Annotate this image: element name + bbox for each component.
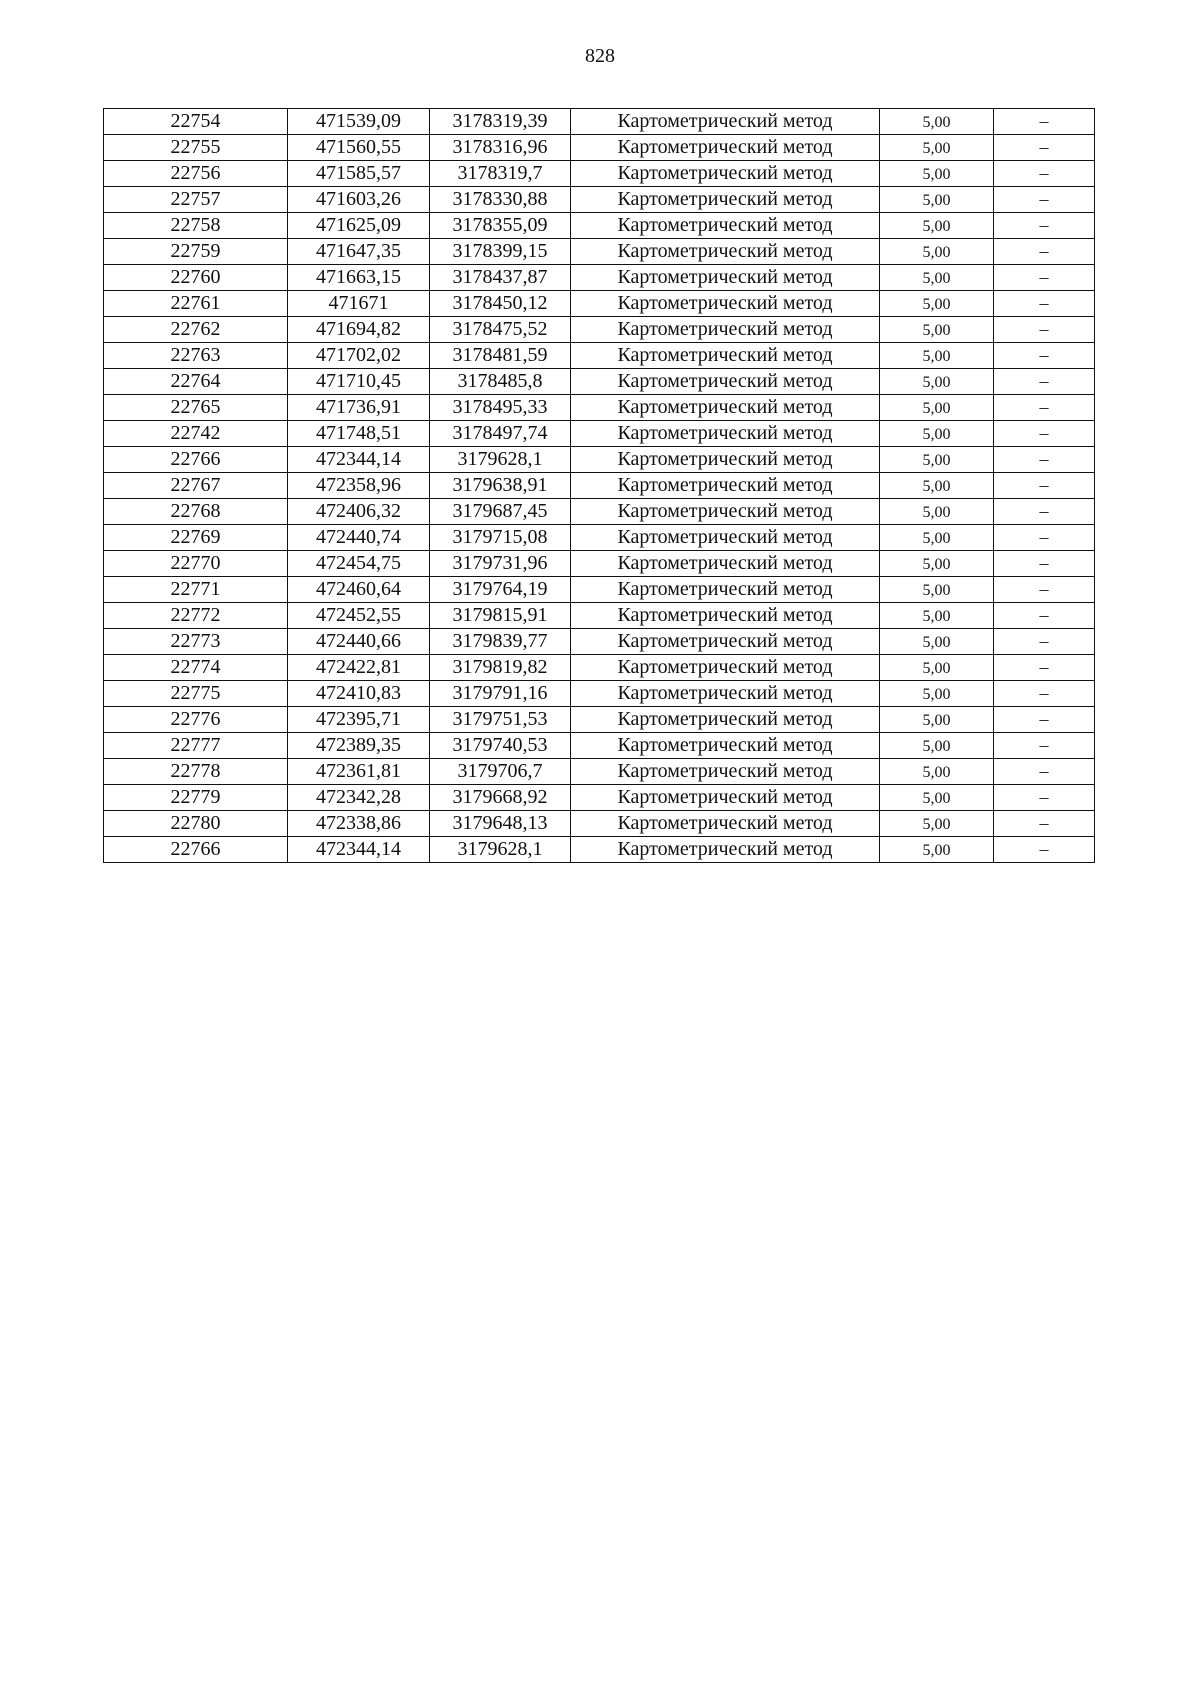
point-number-cell: 22764 — [104, 369, 288, 395]
method-cell: Картометрический метод — [571, 135, 880, 161]
point-number-cell: 22757 — [104, 187, 288, 213]
method-cell: Картометрический метод — [571, 655, 880, 681]
y-coordinate-cell: 3178330,88 — [430, 187, 571, 213]
table-row — [104, 707, 1095, 733]
y-coordinate-cell: 3178319,39 — [430, 109, 571, 135]
point-number-cell: 22778 — [104, 759, 288, 785]
table-row — [104, 135, 1095, 161]
table-row — [104, 109, 1095, 135]
accuracy-cell: 5,00 — [880, 265, 994, 291]
method-cell: Картометрический метод — [571, 577, 880, 603]
x-coordinate-cell: 472422,81 — [288, 655, 430, 681]
y-coordinate-cell: 3179764,19 — [430, 577, 571, 603]
method-cell: Картометрический метод — [571, 681, 880, 707]
y-coordinate-cell: 3179740,53 — [430, 733, 571, 759]
note-cell: – — [994, 499, 1095, 525]
note-cell: – — [994, 161, 1095, 187]
x-coordinate-cell: 472389,35 — [288, 733, 430, 759]
accuracy-cell: 5,00 — [880, 837, 994, 863]
point-number-cell: 22772 — [104, 603, 288, 629]
x-coordinate-cell: 472454,75 — [288, 551, 430, 577]
point-number-cell: 22771 — [104, 577, 288, 603]
accuracy-cell: 5,00 — [880, 187, 994, 213]
accuracy-cell: 5,00 — [880, 291, 994, 317]
note-cell: – — [994, 447, 1095, 473]
point-number-cell: 22770 — [104, 551, 288, 577]
accuracy-cell: 5,00 — [880, 135, 994, 161]
accuracy-cell: 5,00 — [880, 317, 994, 343]
y-coordinate-cell: 3178495,33 — [430, 395, 571, 421]
coordinates-table-body — [104, 109, 1095, 863]
method-cell: Картометрический метод — [571, 525, 880, 551]
method-cell: Картометрический метод — [571, 421, 880, 447]
x-coordinate-cell: 472342,28 — [288, 785, 430, 811]
table-row — [104, 577, 1095, 603]
table-row — [104, 733, 1095, 759]
note-cell: – — [994, 213, 1095, 239]
accuracy-cell: 5,00 — [880, 707, 994, 733]
method-cell: Картометрический метод — [571, 291, 880, 317]
method-cell: Картометрический метод — [571, 473, 880, 499]
x-coordinate-cell: 471539,09 — [288, 109, 430, 135]
point-number-cell: 22768 — [104, 499, 288, 525]
method-cell: Картометрический метод — [571, 109, 880, 135]
y-coordinate-cell: 3178399,15 — [430, 239, 571, 265]
y-coordinate-cell: 3178319,7 — [430, 161, 571, 187]
x-coordinate-cell: 472440,66 — [288, 629, 430, 655]
accuracy-cell: 5,00 — [880, 161, 994, 187]
table-row — [104, 343, 1095, 369]
point-number-cell: 22775 — [104, 681, 288, 707]
note-cell: – — [994, 473, 1095, 499]
y-coordinate-cell: 3179731,96 — [430, 551, 571, 577]
y-coordinate-cell: 3178475,52 — [430, 317, 571, 343]
point-number-cell: 22742 — [104, 421, 288, 447]
point-number-cell: 22765 — [104, 395, 288, 421]
table-row — [104, 213, 1095, 239]
table-row — [104, 837, 1095, 863]
point-number-cell: 22766 — [104, 837, 288, 863]
note-cell: – — [994, 317, 1095, 343]
point-number-cell: 22767 — [104, 473, 288, 499]
accuracy-cell: 5,00 — [880, 213, 994, 239]
method-cell: Картометрический метод — [571, 369, 880, 395]
point-number-cell: 22754 — [104, 109, 288, 135]
point-number-cell: 22773 — [104, 629, 288, 655]
y-coordinate-cell: 3178481,59 — [430, 343, 571, 369]
table-row — [104, 239, 1095, 265]
x-coordinate-cell: 472452,55 — [288, 603, 430, 629]
point-number-cell: 22766 — [104, 447, 288, 473]
y-coordinate-cell: 3179628,1 — [430, 837, 571, 863]
y-coordinate-cell: 3179791,16 — [430, 681, 571, 707]
table-row — [104, 551, 1095, 577]
point-number-cell: 22779 — [104, 785, 288, 811]
accuracy-cell: 5,00 — [880, 551, 994, 577]
note-cell: – — [994, 681, 1095, 707]
note-cell: – — [994, 291, 1095, 317]
y-coordinate-cell: 3179819,82 — [430, 655, 571, 681]
note-cell: – — [994, 655, 1095, 681]
point-number-cell: 22756 — [104, 161, 288, 187]
note-cell: – — [994, 395, 1095, 421]
y-coordinate-cell: 3179648,13 — [430, 811, 571, 837]
note-cell: – — [994, 759, 1095, 785]
note-cell: – — [994, 577, 1095, 603]
y-coordinate-cell: 3179839,77 — [430, 629, 571, 655]
accuracy-cell: 5,00 — [880, 421, 994, 447]
table-row — [104, 187, 1095, 213]
x-coordinate-cell: 471702,02 — [288, 343, 430, 369]
accuracy-cell: 5,00 — [880, 395, 994, 421]
y-coordinate-cell: 3179706,7 — [430, 759, 571, 785]
table-row — [104, 811, 1095, 837]
point-number-cell: 22758 — [104, 213, 288, 239]
x-coordinate-cell: 471625,09 — [288, 213, 430, 239]
table-row — [104, 629, 1095, 655]
note-cell: – — [994, 109, 1095, 135]
x-coordinate-cell: 472410,83 — [288, 681, 430, 707]
x-coordinate-cell: 472338,86 — [288, 811, 430, 837]
table-row — [104, 603, 1095, 629]
note-cell: – — [994, 421, 1095, 447]
point-number-cell: 22763 — [104, 343, 288, 369]
method-cell: Картометрический метод — [571, 707, 880, 733]
y-coordinate-cell: 3179687,45 — [430, 499, 571, 525]
x-coordinate-cell: 471748,51 — [288, 421, 430, 447]
x-coordinate-cell: 472460,64 — [288, 577, 430, 603]
x-coordinate-cell: 471736,91 — [288, 395, 430, 421]
y-coordinate-cell: 3179715,08 — [430, 525, 571, 551]
x-coordinate-cell: 471663,15 — [288, 265, 430, 291]
method-cell: Картометрический метод — [571, 239, 880, 265]
table-row — [104, 681, 1095, 707]
x-coordinate-cell: 472440,74 — [288, 525, 430, 551]
y-coordinate-cell: 3178450,12 — [430, 291, 571, 317]
note-cell: – — [994, 369, 1095, 395]
note-cell: – — [994, 629, 1095, 655]
method-cell: Картометрический метод — [571, 447, 880, 473]
method-cell: Картометрический метод — [571, 629, 880, 655]
method-cell: Картометрический метод — [571, 837, 880, 863]
x-coordinate-cell: 472344,14 — [288, 447, 430, 473]
y-coordinate-cell: 3179815,91 — [430, 603, 571, 629]
y-coordinate-cell: 3179751,53 — [430, 707, 571, 733]
accuracy-cell: 5,00 — [880, 109, 994, 135]
y-coordinate-cell: 3178485,8 — [430, 369, 571, 395]
y-coordinate-cell: 3178355,09 — [430, 213, 571, 239]
method-cell: Картометрический метод — [571, 187, 880, 213]
table-row — [104, 291, 1095, 317]
note-cell: – — [994, 525, 1095, 551]
point-number-cell: 22774 — [104, 655, 288, 681]
note-cell: – — [994, 135, 1095, 161]
table-row — [104, 655, 1095, 681]
accuracy-cell: 5,00 — [880, 733, 994, 759]
point-number-cell: 22761 — [104, 291, 288, 317]
x-coordinate-cell: 471647,35 — [288, 239, 430, 265]
table-row — [104, 525, 1095, 551]
accuracy-cell: 5,00 — [880, 473, 994, 499]
point-number-cell: 22769 — [104, 525, 288, 551]
method-cell: Картометрический метод — [571, 161, 880, 187]
accuracy-cell: 5,00 — [880, 759, 994, 785]
note-cell: – — [994, 837, 1095, 863]
x-coordinate-cell: 471710,45 — [288, 369, 430, 395]
x-coordinate-cell: 471671 — [288, 291, 430, 317]
method-cell: Картометрический метод — [571, 213, 880, 239]
accuracy-cell: 5,00 — [880, 499, 994, 525]
y-coordinate-cell: 3179628,1 — [430, 447, 571, 473]
note-cell: – — [994, 785, 1095, 811]
x-coordinate-cell: 471694,82 — [288, 317, 430, 343]
table-row — [104, 499, 1095, 525]
table-row — [104, 447, 1095, 473]
x-coordinate-cell: 472406,32 — [288, 499, 430, 525]
note-cell: – — [994, 239, 1095, 265]
point-number-cell: 22755 — [104, 135, 288, 161]
table-row — [104, 421, 1095, 447]
x-coordinate-cell: 471603,26 — [288, 187, 430, 213]
accuracy-cell: 5,00 — [880, 811, 994, 837]
note-cell: – — [994, 603, 1095, 629]
table-row — [104, 369, 1095, 395]
page-number: 828 — [585, 45, 615, 67]
x-coordinate-cell: 471560,55 — [288, 135, 430, 161]
point-number-cell: 22780 — [104, 811, 288, 837]
table-row — [104, 759, 1095, 785]
method-cell: Картометрический метод — [571, 759, 880, 785]
accuracy-cell: 5,00 — [880, 603, 994, 629]
accuracy-cell: 5,00 — [880, 629, 994, 655]
table-row — [104, 785, 1095, 811]
table-row — [104, 265, 1095, 291]
method-cell: Картометрический метод — [571, 317, 880, 343]
x-coordinate-cell: 472344,14 — [288, 837, 430, 863]
point-number-cell: 22759 — [104, 239, 288, 265]
method-cell: Картометрический метод — [571, 551, 880, 577]
method-cell: Картометрический метод — [571, 603, 880, 629]
y-coordinate-cell: 3178437,87 — [430, 265, 571, 291]
accuracy-cell: 5,00 — [880, 785, 994, 811]
point-number-cell: 22777 — [104, 733, 288, 759]
method-cell: Картометрический метод — [571, 733, 880, 759]
accuracy-cell: 5,00 — [880, 239, 994, 265]
method-cell: Картометрический метод — [571, 343, 880, 369]
method-cell: Картометрический метод — [571, 395, 880, 421]
x-coordinate-cell: 472358,96 — [288, 473, 430, 499]
note-cell: – — [994, 343, 1095, 369]
y-coordinate-cell: 3178497,74 — [430, 421, 571, 447]
y-coordinate-cell: 3179668,92 — [430, 785, 571, 811]
note-cell: – — [994, 733, 1095, 759]
accuracy-cell: 5,00 — [880, 681, 994, 707]
method-cell: Картометрический метод — [571, 785, 880, 811]
table-row — [104, 395, 1095, 421]
point-number-cell: 22762 — [104, 317, 288, 343]
point-number-cell: 22760 — [104, 265, 288, 291]
method-cell: Картометрический метод — [571, 811, 880, 837]
note-cell: – — [994, 187, 1095, 213]
accuracy-cell: 5,00 — [880, 369, 994, 395]
x-coordinate-cell: 472361,81 — [288, 759, 430, 785]
y-coordinate-cell: 3178316,96 — [430, 135, 571, 161]
accuracy-cell: 5,00 — [880, 525, 994, 551]
accuracy-cell: 5,00 — [880, 655, 994, 681]
note-cell: – — [994, 707, 1095, 733]
method-cell: Картометрический метод — [571, 499, 880, 525]
point-number-cell: 22776 — [104, 707, 288, 733]
table-row — [104, 473, 1095, 499]
accuracy-cell: 5,00 — [880, 447, 994, 473]
accuracy-cell: 5,00 — [880, 343, 994, 369]
table-row — [104, 317, 1095, 343]
y-coordinate-cell: 3179638,91 — [430, 473, 571, 499]
table-row — [104, 161, 1095, 187]
accuracy-cell: 5,00 — [880, 577, 994, 603]
note-cell: – — [994, 551, 1095, 577]
note-cell: – — [994, 811, 1095, 837]
coordinates-table — [103, 108, 1095, 863]
note-cell: – — [994, 265, 1095, 291]
x-coordinate-cell: 472395,71 — [288, 707, 430, 733]
method-cell: Картометрический метод — [571, 265, 880, 291]
x-coordinate-cell: 471585,57 — [288, 161, 430, 187]
